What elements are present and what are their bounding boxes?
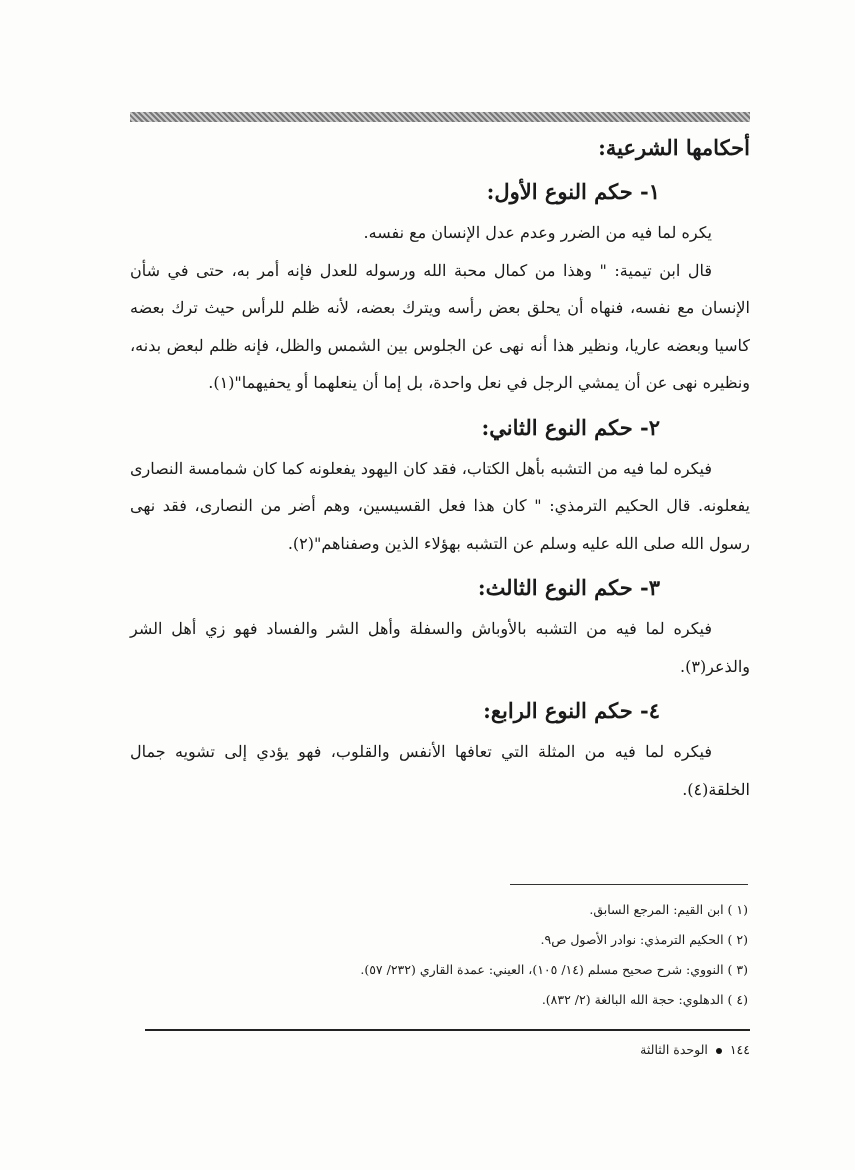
ruling-heading: ٤- حكم النوع الرابع: (483, 698, 660, 723)
ruling-heading: ٣- حكم النوع الثالث: (477, 575, 660, 600)
ruling-heading: ٢- حكم النوع الثاني: (481, 414, 660, 440)
footnote: (٤ ) الدهلوي: حجة الله البالغة (٢/ ٨٣٢). (541, 992, 748, 1007)
footnotes (200, 895, 748, 1015)
paragraph: فيكره لما فيه من المثلة التي تعافها الأنفس والقلوب، فهو يؤدي إلى تشويه جمال الخلقة(٤). (130, 742, 750, 799)
paragraph: قال ابن تيمية: " وهذا من كمال محبة الله ورسوله للعدل فإنه أمر به، حتى في شأن الإنسان مع نفسه، فنهاه أن يحلق بعض رأسه ويترك بعضه، لأنه ظلم للرأس حيث ترك بعضه كاسيا وبعضه عاريا، ونظير هذا أنه نهى عن الجلوس بين الشمس والظل، فإنه ظلم لبعض بدنه، ونظيره نهى عن أن يمشي الرجل في نعل واحدة، بل إما أن ينعلهما أو يحفيهما"(١). (130, 260, 750, 392)
footnote: (٢ ) الحكيم الترمذي: نوادر الأصول ص٩. (540, 932, 748, 947)
footnote: (٣ ) النووي: شرح صحيح مسلم (١٤/ ١٠٥)، العيني: عمدة القاري (٢٣٢/ ٥٧). (360, 962, 748, 977)
ruling-type-1 (130, 174, 750, 402)
bullet-dot-icon (716, 1048, 722, 1054)
footer-rule (145, 1029, 750, 1031)
ruling-type-3 (130, 570, 750, 685)
unit-title: الوحدة الثالثة (640, 1042, 708, 1057)
footnote-separator (510, 884, 748, 885)
page-footer (450, 1042, 750, 1057)
paragraph: فيكره لما فيه من التشبه بالأوباش والسفلة وأهل الشر والفساد فهو زي أهل الشر والذعر(٣). (130, 619, 750, 676)
section-title: أحكامها الشرعية: (598, 135, 750, 160)
footnote: (١ ) ابن القيم: المرجع السابق. (589, 902, 748, 917)
main-text (130, 124, 750, 808)
ruling-heading: ١- حكم النوع الأول: (486, 179, 660, 204)
page-number: ١٤٤ (729, 1042, 750, 1057)
ruling-type-2 (130, 410, 750, 563)
decorative-header-rule (130, 112, 750, 122)
ruling-type-4 (130, 693, 750, 808)
paragraph: يكره لما فيه من الضرر وعدم عدل الإنسان مع نفسه. (363, 223, 712, 242)
paragraph: فيكره لما فيه من التشبه بأهل الكتاب، فقد كان اليهود يفعلونه كما كان شمامسة النصارى يفعلونه. قال الحكيم الترمذي: " كان هذا فعل القسيسين، وهم أضر من النصارى، فقد نهى رسول الله صلى الله عليه وسلم عن التشبه بهؤلاء الذين وصفناهم"(٢). (130, 458, 750, 553)
